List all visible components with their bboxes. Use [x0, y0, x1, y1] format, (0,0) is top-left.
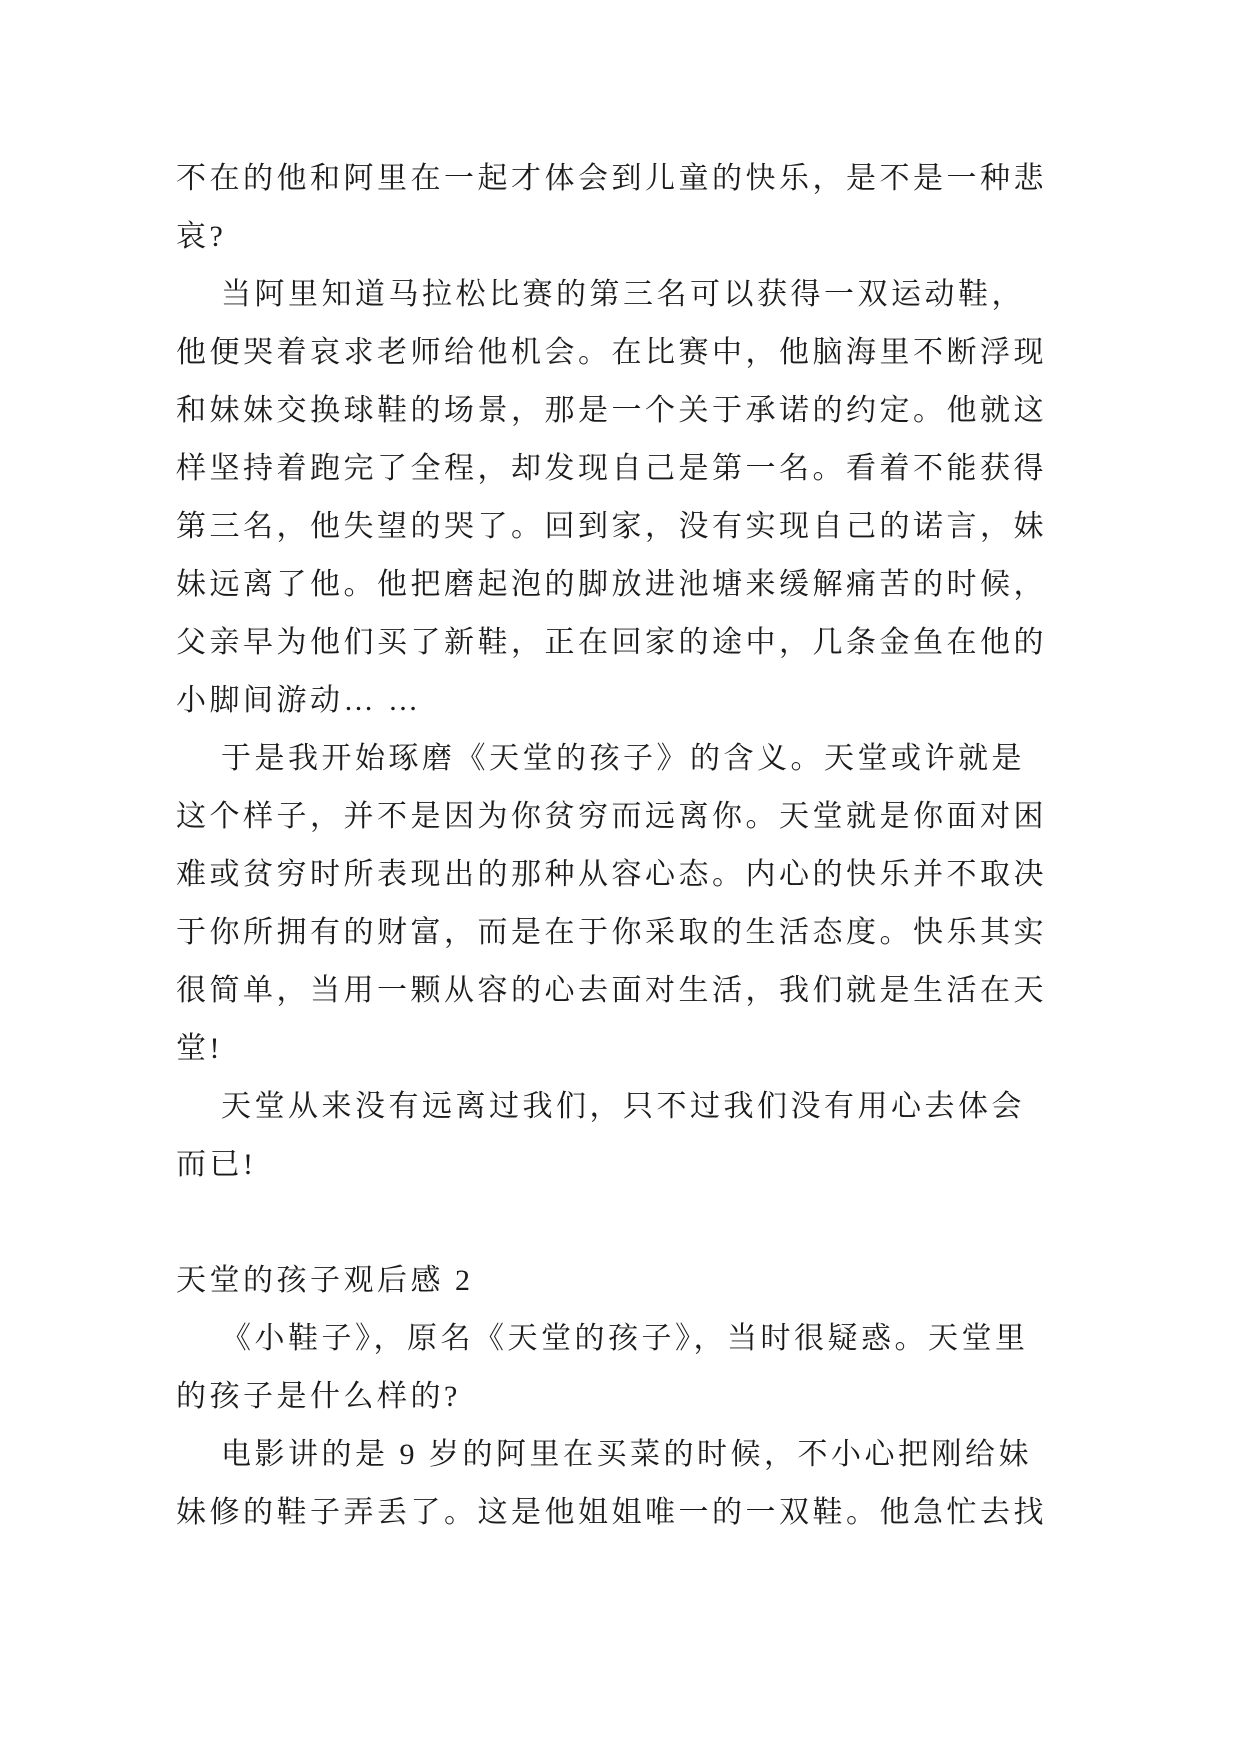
text-line: 的孩子是什么样的? — [176, 1380, 461, 1413]
text-line: 父亲早为他们买了新鞋，正在回家的途中，几条金鱼在他的 — [176, 626, 1047, 659]
text-line: 很简单，当用一颗从容的心去面对生活，我们就是生活在天 — [176, 974, 1047, 1007]
text-line: 堂! — [176, 1032, 223, 1065]
text-line: 于是我开始琢磨《天堂的孩子》的含义。天堂或许就是 — [221, 742, 1025, 775]
text-line: 他便哭着哀求老师给他机会。在比赛中，他脑海里不断浮现 — [176, 336, 1047, 369]
text-line: 不在的他和阿里在一起才体会到儿童的快乐，是不是一种悲 — [176, 162, 1047, 195]
text-line: 第三名，他失望的哭了。回到家，没有实现自己的诺言，妹 — [176, 510, 1047, 543]
text-line: 妹修的鞋子弄丢了。这是他姐姐唯一的一双鞋。他急忙去找 — [176, 1496, 1047, 1529]
text-line: 于你所拥有的财富，而是在于你采取的生活态度。快乐其实 — [176, 916, 1047, 949]
text-line: 难或贫穷时所表现出的那种从容心态。内心的快乐并不取决 — [176, 858, 1047, 891]
text-line: 当阿里知道马拉松比赛的第三名可以获得一双运动鞋， — [221, 278, 1025, 311]
text-line: 和妹妹交换球鞋的场景，那是一个关于承诺的约定。他就这 — [176, 394, 1047, 427]
text-line: 天堂从来没有远离过我们，只不过我们没有用心去体会 — [221, 1090, 1025, 1123]
text-line: 电影讲的是 9 岁的阿里在买菜的时候，不小心把刚给妹 — [221, 1438, 1032, 1471]
text-line: 哀? — [176, 220, 227, 253]
text-line: 小脚间游动… … — [176, 684, 422, 717]
text-line: 样坚持着跑完了全程，却发现自己是第一名。看着不能获得 — [176, 452, 1047, 485]
document-body — [176, 150, 1076, 1542]
text-line: 妹远离了他。他把磨起泡的脚放进池塘来缓解痛苦的时候， — [176, 568, 1047, 601]
text-line: 而已! — [176, 1148, 257, 1181]
blank-line — [176, 1194, 1076, 1252]
text-line: 这个样子，并不是因为你贫穷而远离你。天堂就是你面对困 — [176, 800, 1047, 833]
section-heading: 天堂的孩子观后感 2 — [176, 1264, 474, 1297]
text-line: 《小鞋子》，原名《天堂的孩子》，当时很疑惑。天堂里 — [221, 1322, 1029, 1355]
